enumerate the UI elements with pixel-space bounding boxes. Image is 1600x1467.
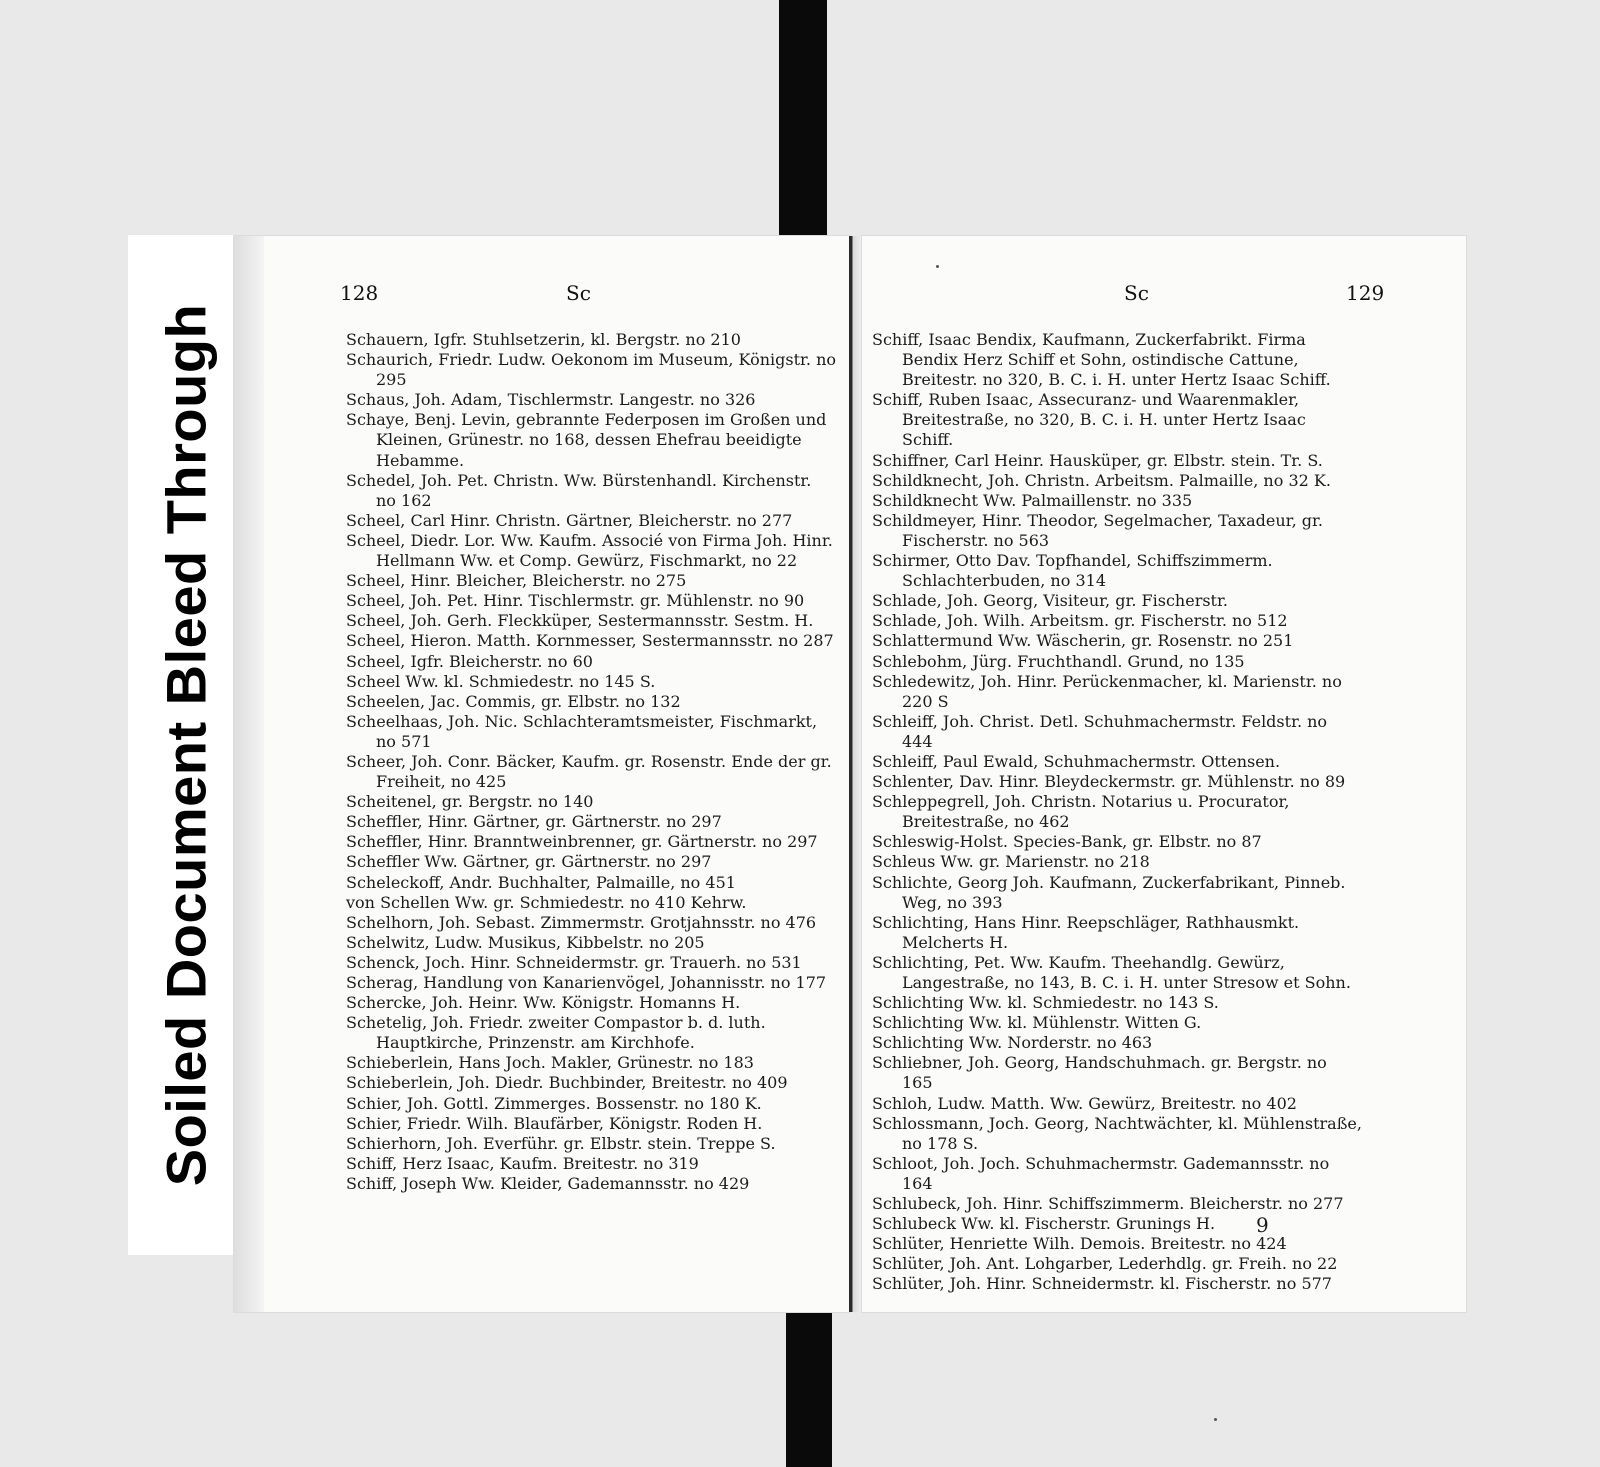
- directory-entry: Schauern, Igfr. Stuhlsetzerin, kl. Bergstr. no 210: [346, 330, 741, 349]
- soil-speck: [936, 265, 939, 268]
- directory-entry: Scheelen, Jac. Commis, gr. Elbstr. no 132: [346, 691, 681, 711]
- directory-entry: Scheffler, Hinr. Branntweinbrenner, gr. Gärtnerstr. no 297: [346, 832, 818, 852]
- directory-entry: Scheel, Hinr. Bleicher, Bleicherstr. no 275: [346, 571, 687, 591]
- directory-entry: Schlichting, Pet. Ww. Kaufm. Theehandlg. Gewürz, Langestraße, no 143, B. C. i. H. unter Stresow et Sohn.: [872, 952, 1351, 992]
- left-page-number: 128: [340, 281, 379, 305]
- directory-entry: Schier, Friedr. Wilh. Blaufärber, Königstr. Roden H.: [346, 1113, 763, 1133]
- directory-entry: Schieberlein, Joh. Diedr. Buchbinder, Breitestr. no 409: [346, 1073, 788, 1093]
- directory-entry: Schlubeck, Joh. Hinr. Schiffszimmerm. Bleicherstr. no 277: [872, 1194, 1344, 1214]
- bottom-binding-strip: [786, 1306, 832, 1467]
- directory-entry: Schlüter, Joh. Ant. Lohgarber, Lederhdlg. gr. Freih. no 22: [872, 1254, 1338, 1274]
- right-entry-list: [872, 330, 1362, 1295]
- directory-entry: Schlebohm, Jürg. Fruchthandl. Grund, no 135: [872, 651, 1245, 671]
- directory-entry: Schlossmann, Joch. Georg, Nachtwächter, kl. Mühlenstraße, no 178 S.: [872, 1113, 1362, 1153]
- directory-entry: Scheffler, Hinr. Gärtner, gr. Gärtnerstr. no 297: [346, 812, 722, 832]
- directory-entry: Schleiff, Joh. Christ. Detl. Schuhmachermstr. Feldstr. no 444: [872, 711, 1328, 751]
- left-page: [234, 236, 849, 1312]
- directory-entry: Schiff, Ruben Isaac, Assecuranz- und Waarenmakler, Breitestraße, no 320, B. C. i. H. unter Hertz Isaac Schiff.: [872, 390, 1306, 450]
- directory-entry: Scheel, Hieron. Matth. Kornmesser, Sestermannsstr. no 287: [346, 631, 834, 651]
- directory-entry: Schieberlein, Hans Joch. Makler, Grünestr. no 183: [346, 1053, 754, 1073]
- directory-entry: Schercke, Joh. Heinr. Ww. Königstr. Homanns H.: [346, 993, 741, 1013]
- top-binding-strip: [779, 0, 827, 236]
- right-page: [862, 236, 1466, 1312]
- directory-entry: Schleiff, Paul Ewald, Schuhmachermstr. Ottensen.: [872, 751, 1281, 771]
- directory-entry: Schliebner, Joh. Georg, Handschuhmach. gr. Bergstr. no 165: [872, 1053, 1327, 1093]
- directory-entry: Schelhorn, Joh. Sebast. Zimmermstr. Grotjahnsstr. no 476: [346, 912, 817, 932]
- directory-entry: Scheitenel, gr. Bergstr. no 140: [346, 792, 594, 812]
- directory-entry: Schleppegrell, Joh. Christn. Notarius u. Procurator, Breitestraße, no 462: [872, 792, 1290, 832]
- directory-entry: von Schellen Ww. gr. Schmiedestr. no 410 Kehrw.: [346, 892, 747, 912]
- left-section-header: Sc: [566, 281, 591, 305]
- directory-entry: Scheel, Joh. Pet. Hinr. Tischlermstr. gr. Mühlenstr. no 90: [346, 591, 805, 611]
- signature-mark: 9: [1256, 1213, 1269, 1237]
- book-gutter: [849, 236, 862, 1312]
- directory-entry: Schelwitz, Ludw. Musikus, Kibbelstr. no 205: [346, 932, 705, 952]
- directory-entry: Schierhorn, Joh. Everführ. gr. Elbstr. stein. Treppe S.: [346, 1133, 776, 1153]
- directory-entry: Schetelig, Joh. Friedr. zweiter Compastor b. d. luth. Hauptkirche, Prinzenstr. am Kirchhofe.: [346, 1013, 766, 1053]
- side-label-strip: [128, 235, 244, 1255]
- directory-entry: Schlattermund Ww. Wäscherin, gr. Rosenstr. no 251: [872, 631, 1294, 651]
- directory-entry: Scheel, Diedr. Lor. Ww. Kaufm. Associé von Firma Joh. Hinr. Hellmann Ww. et Comp. Gewürz, Fischmarkt, no 22: [346, 530, 833, 571]
- document-condition-label: Soiled Document Bleed Through: [154, 303, 218, 1187]
- directory-entry: Schlade, Joh. Georg, Visiteur, gr. Fischerstr.: [872, 591, 1228, 611]
- directory-entry: Schleus Ww. gr. Marienstr. no 218: [872, 852, 1150, 872]
- directory-entry: Schirmer, Otto Dav. Topfhandel, Schiffszimmerm. Schlachterbuden, no 314: [872, 551, 1273, 591]
- directory-entry: Scheel, Carl Hinr. Christn. Gärtner, Bleicherstr. no 277: [346, 510, 793, 530]
- directory-entry: Schiff, Isaac Bendix, Kaufmann, Zuckerfabrikt. Firma Bendix Herz Schiff et Sohn, ostindische Cattune, Breitestr. no 320, B. C. i. H. unter Hertz Isaac Schiff.: [872, 330, 1331, 390]
- directory-entry: Scheel, Igfr. Bleicherstr. no 60: [346, 651, 593, 671]
- directory-entry: Schlichting, Hans Hinr. Reepschläger, Rathhausmkt. Melcherts H.: [872, 912, 1300, 952]
- left-entry-list: [346, 330, 836, 1194]
- directory-entry: Schlubeck Ww. kl. Fischerstr. Grunings H.: [872, 1214, 1216, 1234]
- directory-entry: Schlichting Ww. kl. Mühlenstr. Witten G.: [872, 1013, 1202, 1033]
- directory-entry: Schlüter, Henriette Wilh. Demois. Breitestr. no 424: [872, 1234, 1287, 1254]
- directory-entry: Schaurich, Friedr. Ludw. Oekonom im Museum, Königstr. no 295: [346, 350, 837, 390]
- directory-entry: Scheel, Joh. Gerh. Fleckküper, Sestermannsstr. Sestm. H.: [346, 611, 814, 631]
- directory-entry: Scheffler Ww. Gärtner, gr. Gärtnerstr. no 297: [346, 852, 712, 872]
- directory-entry: Schleswig-Holst. Species-Bank, gr. Elbstr. no 87: [872, 832, 1262, 852]
- directory-entry: Scheleckoff, Andr. Buchhalter, Palmaille, no 451: [346, 872, 736, 892]
- right-page-number: 129: [1346, 281, 1385, 305]
- directory-entry: Schiff, Herz Isaac, Kaufm. Breitestr. no 319: [346, 1153, 699, 1173]
- right-section-header: Sc: [1124, 281, 1149, 305]
- directory-entry: Schaus, Joh. Adam, Tischlermstr. Langestr. no 326: [346, 390, 756, 410]
- directory-entry: Schiffner, Carl Heinr. Hausküper, gr. Elbstr. stein. Tr. S.: [872, 450, 1323, 470]
- directory-entry: Schlichting Ww. kl. Schmiedestr. no 143 S.: [872, 993, 1219, 1013]
- directory-entry: Scheer, Joh. Conr. Bäcker, Kaufm. gr. Rosenstr. Ende der gr. Freiheit, no 425: [346, 751, 832, 792]
- directory-entry: Schildmeyer, Hinr. Theodor, Segelmacher, Taxadeur, gr. Fischerstr. no 563: [872, 510, 1323, 550]
- directory-entry: Schlade, Joh. Wilh. Arbeitsm. gr. Fischerstr. no 512: [872, 611, 1288, 631]
- soil-speck: [1214, 1418, 1217, 1421]
- directory-entry: Schlichting Ww. Norderstr. no 463: [872, 1033, 1153, 1053]
- directory-entry: Scheel Ww. kl. Schmiedestr. no 145 S.: [346, 671, 656, 691]
- directory-entry: Scherag, Handlung von Kanarienvögel, Johannisstr. no 177: [346, 973, 827, 992]
- directory-entry: Schenck, Joch. Hinr. Schneidermstr. gr. Trauerh. no 531: [346, 952, 802, 972]
- directory-entry: Schledewitz, Joh. Hinr. Perückenmacher, kl. Marienstr. no 220 S: [872, 671, 1342, 711]
- directory-entry: Schildknecht Ww. Palmaillenstr. no 335: [872, 490, 1193, 510]
- directory-entry: Schaye, Benj. Levin, gebrannte Federposen im Großen und Kleinen, Grünestr. no 168, dessen Ehefrau beeidigte Hebamme.: [346, 410, 827, 470]
- directory-entry: Schlichte, Georg Joh. Kaufmann, Zuckerfabrikant, Pinneb. Weg, no 393: [872, 872, 1346, 912]
- directory-entry: Scheelhaas, Joh. Nic. Schlachteramtsmeister, Fischmarkt, no 571: [346, 711, 818, 751]
- directory-entry: Schiff, Joseph Ww. Kleider, Gademannsstr. no 429: [346, 1173, 750, 1193]
- directory-entry: Schlenter, Dav. Hinr. Bleydeckermstr. gr. Mühlenstr. no 89: [872, 772, 1346, 792]
- directory-entry: Schildknecht, Joh. Christn. Arbeitsm. Palmaille, no 32 K.: [872, 470, 1331, 490]
- directory-entry: Schloot, Joh. Joch. Schuhmachermstr. Gademannsstr. no 164: [872, 1153, 1330, 1193]
- directory-entry: Schlüter, Joh. Hinr. Schneidermstr. kl. Fischerstr. no 577: [872, 1274, 1332, 1294]
- directory-entry: Schier, Joh. Gottl. Zimmerges. Bossenstr. no 180 K.: [346, 1093, 762, 1113]
- directory-entry: Schedel, Joh. Pet. Christn. Ww. Bürstenhandl. Kirchenstr. no 162: [346, 470, 812, 510]
- directory-entry: Schloh, Ludw. Matth. Ww. Gewürz, Breitestr. no 402: [872, 1093, 1297, 1113]
